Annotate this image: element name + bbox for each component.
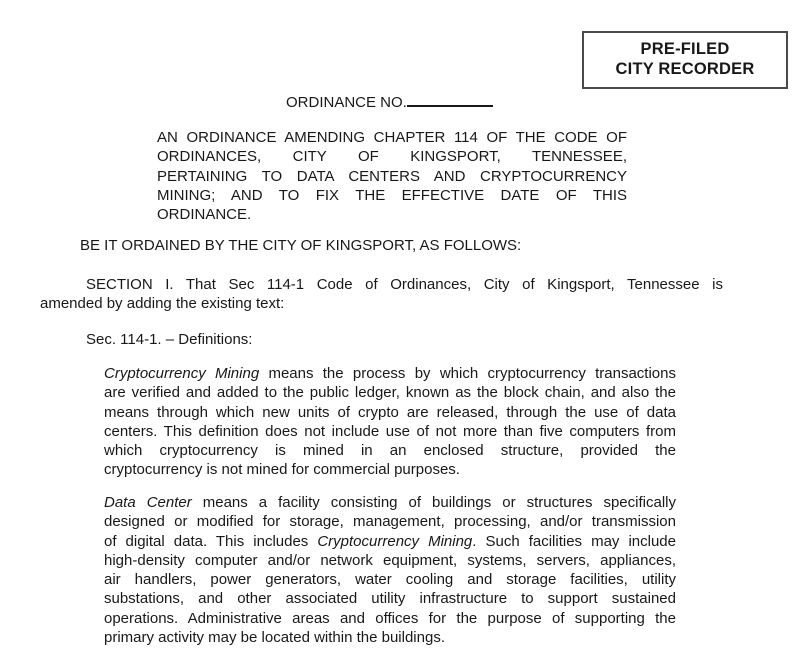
- stamp-line-2: CITY RECORDER: [615, 60, 755, 78]
- text-segment: . Such facilities may include: [472, 532, 676, 550]
- text-segment: ORDINANCE.: [157, 206, 252, 224]
- ordinance-number-label: ORDINANCE NO.: [286, 94, 407, 111]
- text-line: [40, 294, 723, 313]
- text-segment: are verified and added to the public ledger, known as the block chain, and also the: [104, 384, 676, 402]
- text-line: [104, 403, 676, 422]
- text-segment: ORDINANCES, CITY OF KINGSPORT, TENNESSEE,: [157, 148, 627, 166]
- text-line: [104, 512, 676, 531]
- text-line: [157, 128, 627, 147]
- text-line: [104, 383, 676, 402]
- ordinance-number-blank: [407, 91, 493, 107]
- text-segment: designed or modified for storage, management, processing, and/or transmission: [104, 513, 676, 531]
- enactment-clause: BE IT ORDAINED BY THE CITY OF KINGSPORT, AS FOLLOWS:: [80, 237, 522, 254]
- text-segment: operations. Administrative areas and offices for the purpose of supporting the: [104, 609, 676, 627]
- text-segment: centers. This definition does not include use of not more than five computers from: [104, 422, 676, 440]
- text-segment: AN ORDINANCE AMENDING CHAPTER 114 OF THE CODE OF: [157, 129, 627, 146]
- definition-data-center: [104, 493, 676, 647]
- text-segment: SECTION I. That Sec 114-1 Code of Ordinances, City of Kingsport, Tennessee is: [86, 276, 723, 293]
- text-line: [104, 532, 676, 551]
- italic-text-segment: Data Center: [104, 494, 192, 511]
- text-line: [104, 589, 676, 608]
- text-segment: means a facility consisting of buildings or structures specifically: [191, 494, 676, 511]
- text-line: [104, 570, 676, 589]
- section-1-paragraph: [40, 275, 723, 314]
- stamp-line-1: PRE-FILED: [640, 40, 730, 58]
- text-line: [157, 147, 627, 166]
- italic-text-segment: Cryptocurrency Mining: [317, 532, 473, 550]
- text-line: [104, 364, 676, 383]
- text-segment: amended by adding the existing text:: [40, 295, 285, 313]
- text-line: [104, 493, 676, 512]
- ordinance-number-heading: [286, 91, 493, 112]
- text-segment: means the process by which cryptocurrency transactions: [259, 365, 676, 382]
- text-segment: PERTAINING TO DATA CENTERS AND CRYPTOCURRENCY: [157, 167, 627, 185]
- text-line: [104, 628, 676, 647]
- text-line: [104, 460, 676, 479]
- caption-paragraph: [157, 128, 627, 224]
- definition-cryptocurrency-mining: [104, 364, 676, 480]
- text-segment: air handlers, power generators, water cooling and storage facilities, utility: [104, 571, 676, 589]
- text-line: [104, 441, 676, 460]
- text-line: [40, 275, 723, 294]
- text-segment: MINING; AND TO FIX THE EFFECTIVE DATE OF THIS: [157, 186, 627, 204]
- text-segment: high-density computer and/or network equipment, systems, servers, appliances,: [104, 551, 676, 569]
- text-line: [157, 186, 627, 205]
- text-line: [104, 609, 676, 628]
- text-segment: cryptocurrency is not mined for commercial purposes.: [104, 461, 460, 479]
- text-segment: which cryptocurrency is mined in an enclosed structure, provided the: [104, 442, 676, 460]
- text-line: [104, 422, 676, 441]
- text-segment: primary activity may be located within the buildings.: [104, 629, 445, 647]
- text-segment: of digital data. This includes: [104, 532, 318, 550]
- text-segment: means through which new units of crypto are released, through the use of data: [104, 403, 676, 421]
- text-segment: substations, and other associated utility infrastructure to support sustained: [104, 590, 676, 608]
- text-line: [157, 167, 627, 186]
- text-line: [104, 551, 676, 570]
- pre-filed-stamp-box: [582, 31, 788, 89]
- definitions-heading: Sec. 114-1. – Definitions:: [86, 331, 253, 348]
- italic-text-segment: Cryptocurrency Mining: [104, 365, 260, 382]
- text-line: [157, 205, 627, 224]
